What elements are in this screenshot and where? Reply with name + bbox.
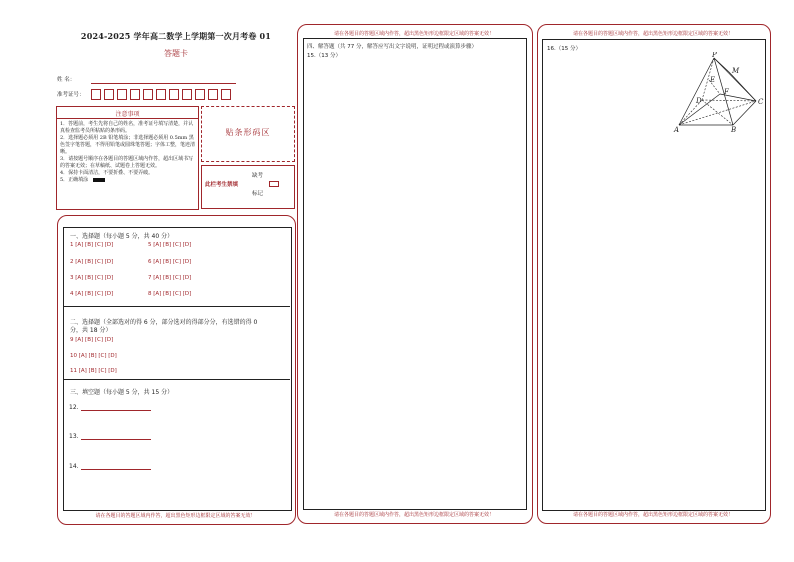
id-cell[interactable] [117, 89, 127, 100]
fill-number: 12. [69, 404, 79, 411]
fill-number: 14. [69, 463, 79, 470]
choice-item[interactable]: 4 [A] [B] [C] [D] [70, 291, 114, 297]
id-cell[interactable] [130, 89, 140, 100]
absent-label-bottom: 标记 [252, 191, 264, 197]
section2-title-line1: 二、选择题（全部选对的得 6 分，部分选对的得部分分，有选错的得 0 [70, 319, 258, 326]
question-16-label: 16.（15 分） [547, 46, 581, 52]
label-A: A [674, 126, 680, 134]
choice-item[interactable]: 2 [A] [B] [C] [D] [70, 259, 114, 265]
note-item: 4．保持卡面清洁，不要折叠、不要弄破。 [60, 170, 154, 176]
choice-item[interactable]: 3 [A] [B] [C] [D] [70, 275, 114, 281]
choice-item[interactable]: 7 [A] [B] [C] [D] [148, 275, 192, 281]
absent-label-top: 缺考 [252, 173, 264, 179]
id-cell[interactable] [156, 89, 166, 100]
id-cell[interactable] [91, 89, 101, 100]
barcode-area [201, 106, 295, 162]
warning-text: 请在各题目的答题区域内作答，超出黑色矩形边框限定区域的答案无效！ [572, 512, 733, 518]
exam-id-label: 准考证号： [57, 92, 85, 98]
fill-number: 13. [69, 433, 79, 440]
label-B: B [731, 126, 737, 134]
section-divider [63, 306, 290, 307]
section1-title: 一、选择题（每小题 5 分，共 40 分） [70, 233, 174, 240]
id-cell[interactable] [221, 89, 231, 100]
pyramid-figure [672, 52, 767, 134]
fill-blank-14[interactable] [69, 463, 151, 470]
id-cell[interactable] [195, 89, 205, 100]
warning-text: 请在各题目的答题区域内作答，超出黑色矩形边框限定区域的答案无效！ [333, 512, 494, 518]
absent-checkbox[interactable] [269, 181, 279, 187]
exam-title: 2024-2025 学年高二数学上学期第一次月考卷 01 [80, 31, 272, 41]
filled-sample-mark [93, 178, 105, 182]
answer-area-15[interactable] [303, 38, 527, 510]
section3-title: 三、填空题（每小题 5 分，共 15 分） [70, 389, 174, 396]
question-15-label: 15.（13 分） [307, 53, 341, 59]
id-cell[interactable] [104, 89, 114, 100]
label-M: M [732, 67, 740, 75]
fill-blank-12[interactable] [69, 404, 151, 411]
section-divider [63, 379, 290, 380]
warning-text: 请在各题目的答题区域内作答，超出黑色矩形边框限定区域的答案无效！ [572, 31, 733, 37]
choice-item[interactable]: 11 [A] [B] [C] [D] [70, 368, 117, 374]
id-cell[interactable] [143, 89, 153, 100]
label-P: P [712, 52, 717, 59]
id-cell[interactable] [169, 89, 179, 100]
label-D: D [696, 97, 702, 105]
notes-box [56, 106, 199, 210]
note-item: 2．选择题必须用 2B 铅笔填涂；非选择题必须用 0.5mm 黑色签字笔答题，不得用铅笔或圆珠笔答题；字体工整，笔迹清晰。 [60, 135, 196, 155]
note-item: 1．答题前，考生先将自己的姓名，准考证号填写清楚，并认真检查监考员所粘贴的条形码。 [60, 121, 194, 134]
section4-title: 四、解答题（共 77 分，解答应写出文字说明，证明过程或演算步骤） [307, 44, 477, 50]
edge-PA [679, 58, 714, 125]
fill-blank-13[interactable] [69, 433, 151, 440]
name-label: 姓 名： [57, 77, 76, 83]
warning-text: 请在各题目的答题区域内作答，超出黑色矩形边框限定区域的答案无效！ [95, 513, 256, 519]
edge-DC [702, 100, 756, 101]
choice-item[interactable]: 9 [A] [B] [C] [D] [70, 337, 114, 343]
warning-text: 请在各题目的答题区域内作答，超出黑色矩形边框限定区域的答案无效！ [333, 31, 494, 37]
absent-filled-by: 此栏考生禁填 [205, 182, 239, 188]
label-C: C [758, 98, 764, 106]
note-item: 5．正确填涂 [60, 177, 89, 183]
id-cell[interactable] [182, 89, 192, 100]
barcode-label: 贴条形码区 [225, 128, 271, 137]
id-cell[interactable] [208, 89, 218, 100]
choice-item[interactable]: 5 [A] [B] [C] [D] [148, 242, 192, 248]
choice-item[interactable]: 10 [A] [B] [C] [D] [70, 353, 117, 359]
section2-title-line2: 分，共 18 分） [70, 327, 112, 334]
answer-card-label: 答题卡 [164, 49, 188, 58]
choice-item[interactable]: 6 [A] [B] [C] [D] [148, 259, 192, 265]
choice-item[interactable]: 8 [A] [B] [C] [D] [148, 291, 192, 297]
note-item: 3．请按题号顺序在各题目的答题区域内作答，超出区域书写的答案无效；在草稿纸、试题卷上答题无效。 [60, 156, 194, 169]
choice-item[interactable]: 1 [A] [B] [C] [D] [70, 242, 114, 248]
edge-BC [733, 101, 756, 125]
label-F: F [724, 88, 729, 96]
name-field[interactable] [91, 83, 236, 84]
absent-box [201, 165, 295, 209]
notes-heading: 注意事项 [115, 111, 140, 118]
label-E: E [710, 76, 716, 84]
